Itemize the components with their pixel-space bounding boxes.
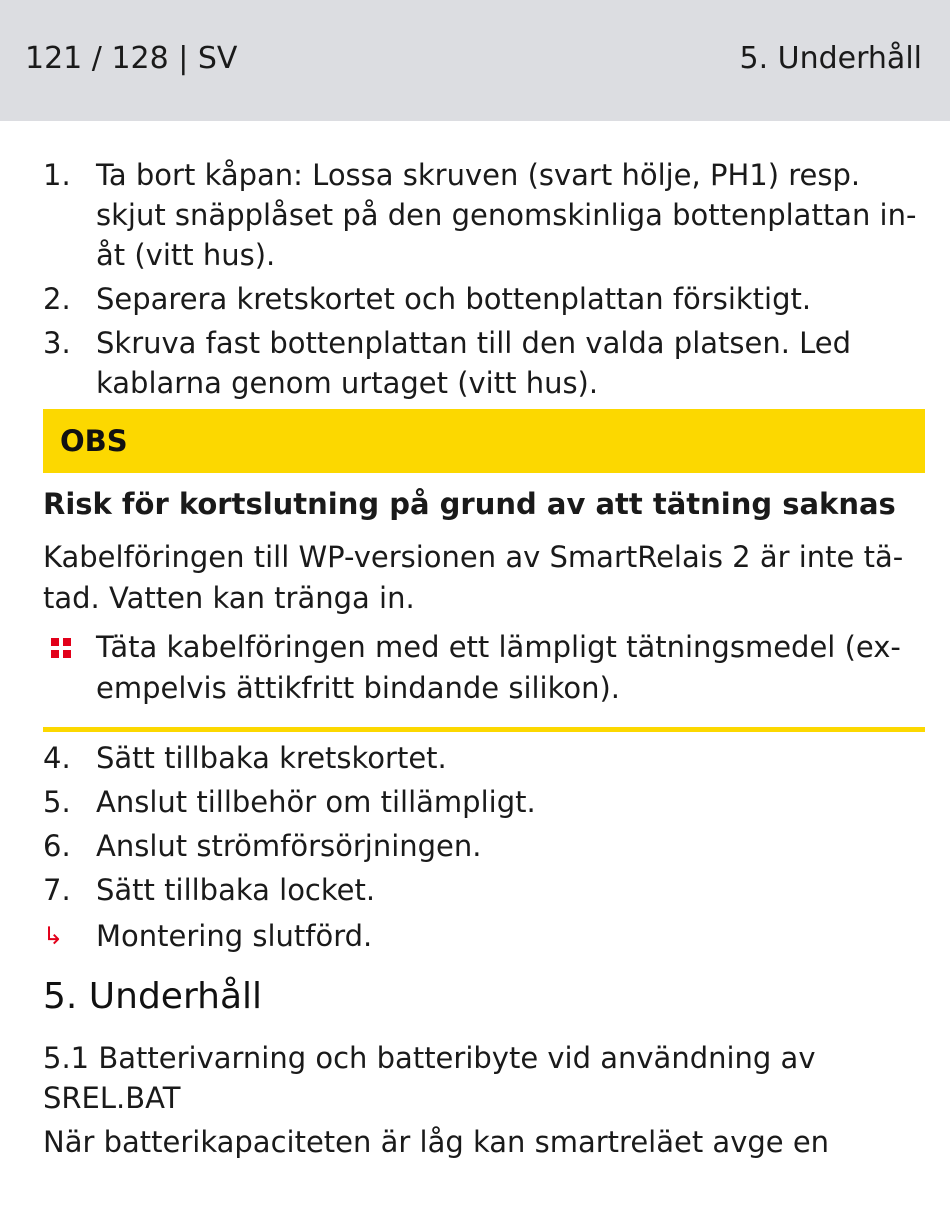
notice-divider: [43, 727, 925, 732]
step-number: 4.: [43, 741, 71, 775]
notice-heading: Risk för kortslutning på grund av att tätning saknas: [43, 487, 896, 521]
step-text: Anslut tillbehör om tillämpligt.: [96, 785, 536, 819]
result-item: [43, 916, 925, 956]
header-section-title: 5. Underhåll: [739, 41, 922, 76]
steps-list-b: [43, 738, 925, 910]
notice-action-text: Täta kabelföringen med ett lämpligt tätningsmedel (ex- empelvis ättikfritt bindande silikon).: [96, 630, 901, 705]
page-indicator: 121 / 128 | SV: [25, 41, 238, 76]
step-text: Sätt tillbaka locket.: [96, 873, 376, 907]
result-text: Montering slutförd.: [96, 919, 373, 953]
step-text: Ta bort kåpan: Lossa skruven (svart hölje, PH1) resp. skjut snäpplåset på den genomskinliga bottenplattan in- åt (vitt hus).: [96, 158, 917, 272]
step-text: Skruva fast bottenplattan till den valda platsen. Led kablarna genom urtaget (vitt hus).: [96, 326, 852, 400]
action-grid-icon: [51, 638, 71, 658]
list-item: [43, 323, 925, 403]
step-number: 3.: [43, 326, 71, 360]
chapter-title: 5. Underhåll: [43, 976, 263, 1017]
step-text: Separera kretskortet och bottenplattan försiktigt.: [96, 282, 812, 316]
step-number: 2.: [43, 282, 71, 316]
result-arrow-icon: ↳: [43, 922, 64, 950]
body-text: När batterikapaciteten är låg kan smartreläet avge en: [43, 1125, 830, 1159]
notice-label: OBS: [60, 424, 128, 458]
list-item: [43, 738, 925, 778]
step-number: 5.: [43, 785, 71, 819]
notice-box: [43, 409, 925, 732]
notice-text: Kabelföringen till WP-versionen av SmartRelais 2 är inte tä- tad. Vatten kan tränga in.: [43, 540, 904, 615]
page-content: [43, 155, 925, 1162]
step-number: 7.: [43, 873, 71, 907]
list-item: [43, 782, 925, 822]
notice-action: [43, 627, 925, 709]
list-item: [43, 870, 925, 910]
step-text: Anslut strömförsörjningen.: [96, 829, 482, 863]
step-number: 1.: [43, 158, 71, 192]
notice-bar: [43, 409, 925, 473]
list-item: [43, 826, 925, 866]
step-text: Sätt tillbaka kretskortet.: [96, 741, 447, 775]
list-item: [43, 155, 925, 275]
subsection-title: 5.1 Batterivarning och batteribyte vid användning av SREL.BAT: [43, 1041, 816, 1115]
list-item: [43, 279, 925, 319]
step-number: 6.: [43, 829, 71, 863]
page-header: [0, 0, 950, 121]
steps-list-a: [43, 155, 925, 403]
